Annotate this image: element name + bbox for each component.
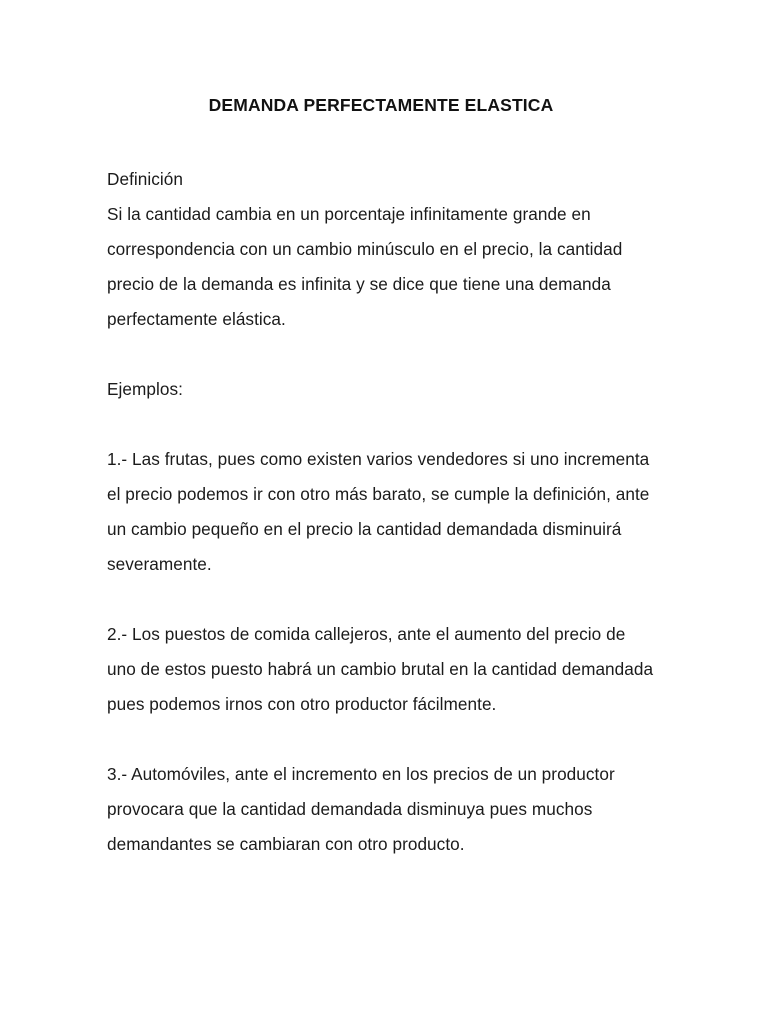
example-paragraph-2: 2.- Los puestos de comida callejeros, ante el aumento del precio de uno de estos puesto habrá un cambio brutal en la cantidad demandada pues podemos irnos con otro productor fácilmente. (107, 624, 654, 714)
spacer-before-example-2 (107, 582, 655, 617)
definition-paragraph: Si la cantidad cambia en un porcentaje infinitamente grande en correspondencia con un cambio minúsculo en el precio, la cantidad precio de la demanda es infinita y se dice que tiene una demanda perfectamente elástica. (107, 204, 623, 329)
spacer-before-example-3 (107, 722, 655, 757)
example-paragraph-3: 3.- Automóviles, ante el incremento en los precios de un productor provocara que la cantidad demandada disminuya pues muchos demandantes se cambiaran con otro producto. (107, 764, 615, 854)
page-title: DEMANDA PERFECTAMENTE ELASTICA (208, 95, 554, 115)
spacer-after-title (107, 117, 655, 162)
definition-heading: Definición (107, 169, 183, 189)
document-content (107, 0, 655, 862)
examples-heading: Ejemplos: (107, 379, 183, 399)
spacer-before-example-1 (107, 407, 655, 442)
spacer-before-examples (107, 337, 655, 372)
example-paragraph-1: 1.- Las frutas, pues como existen varios vendedores si uno incrementa el precio podemos ir con otro más barato, se cumple la definición, ante un cambio pequeño en el precio la cantidad demandada disminuirá severamente. (107, 449, 650, 574)
